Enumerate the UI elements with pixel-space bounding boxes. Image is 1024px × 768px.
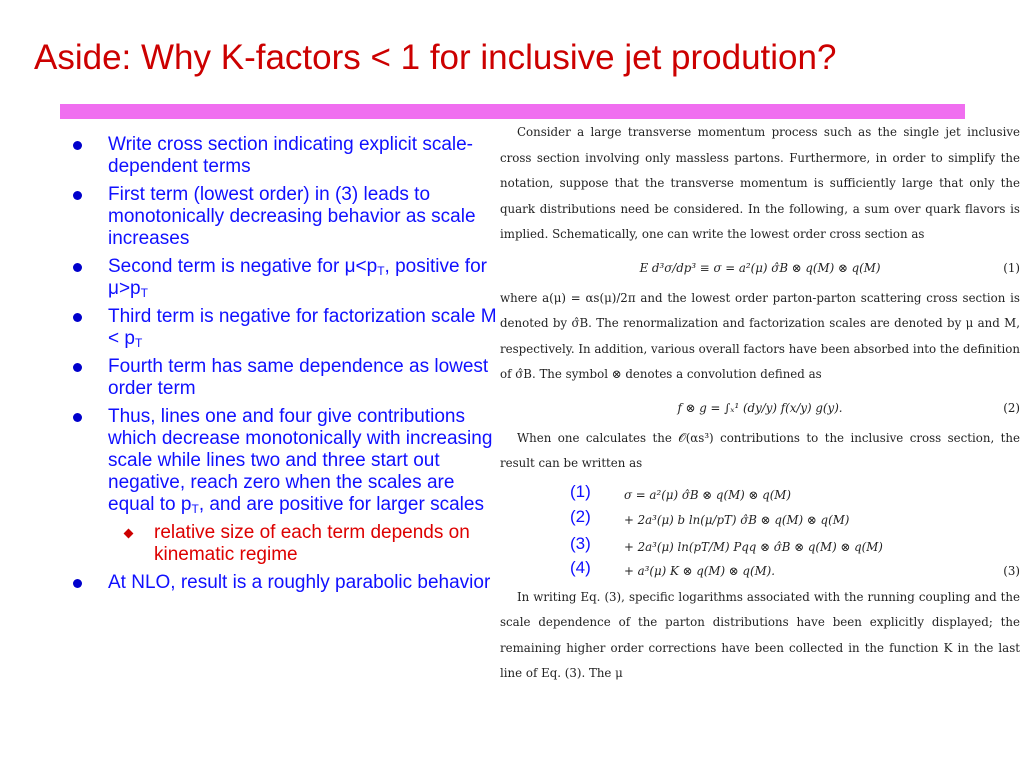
equation-2: f ⊗ g = ∫ₓ¹ (dy/y) f(x/y) g(y). (2)	[677, 400, 1020, 415]
equation-line: (4) + a³(μ) K ⊗ q(M) ⊗ q(M). (3)	[500, 559, 1020, 581]
equation-line-label: (4)	[570, 557, 591, 577]
paper-excerpt	[500, 120, 1020, 687]
equation-1: E d³σ/dp³ ≡ σ = a²(μ) σ̂B ⊗ q(M) ⊗ q(M) (1)	[639, 260, 1020, 275]
bullet-item: At NLO, result is a roughly parabolic behavior	[70, 572, 500, 594]
bullet-item: Fourth term has same dependence as lowest order term	[70, 356, 500, 400]
title-divider-bar	[60, 104, 965, 119]
equation-line: (1) σ = a²(μ) σ̂B ⊗ q(M) ⊗ q(M)	[500, 483, 1020, 505]
equation-3-block	[500, 481, 1020, 578]
bullet-dot-icon	[73, 141, 82, 150]
paper-paragraph: When one calculates the 𝒪(αs³) contributions to the inclusive cross section, the result can be written as	[500, 430, 1020, 470]
paper-paragraph: Consider a large transverse momentum process such as the single jet inclusive cross section involving only massless partons. Furthermore, in order to simplify the notation, suppose that the transverse momentum is sufficiently large that only the quark distributions need be considered. In the following, a sum over quark flavors is implied. Schematically, one can write the lowest order cross section as	[500, 125, 1020, 241]
bullet-item: Thus, lines one and four give contributions which decrease monotonically with increasing scale while lines two and three start out negative, reach zero when the scales are equal to $p_T$, and are positive for larger scales relative size of each term depends on kinematic regime	[70, 406, 500, 566]
equation-line: (3) + 2a³(μ) ln(pT/M) Pqq ⊗ σ̂B ⊗ q(M) ⊗ q(M)	[500, 535, 1020, 557]
equation-line-label: (2)	[570, 506, 591, 526]
paper-paragraph: where a(μ) = αs(μ)/2π and the lowest order parton-parton scattering cross section is denoted by σ̂B. The renormalization and factorization scales are denoted by μ and M, respectively. In addition, various overall factors have been absorbed into the definition of σ̂B. The symbol ⊗ denotes a convolution defined as	[500, 290, 1020, 381]
bullet-item: Write cross section indicating explicit scale-dependent terms	[70, 134, 500, 178]
bullet-dot-icon	[73, 363, 82, 372]
equation-line-label: (1)	[570, 481, 591, 501]
bullet-dot-icon	[73, 413, 82, 422]
paper-paragraph: In writing Eq. (3), specific logarithms associated with the running coupling and the scale dependence of the parton distributions have been explicitly displayed; the remaining higher order corrections have been collected in the function K in the last line of Eq. (3). The μ	[500, 589, 1020, 680]
bullet-item: Second term is negative for $\mu<p_T$, positive for $\mu>p_T$	[70, 256, 500, 300]
sub-bullet-list	[108, 522, 500, 566]
bullet-list	[70, 134, 500, 600]
diamond-bullet-icon	[124, 529, 134, 539]
equation-line: (2) + 2a³(μ) b ln(μ/pT) σ̂B ⊗ q(M) ⊗ q(M)	[500, 508, 1020, 530]
bullet-item: Third term is negative for factorization scale $M < p_T$	[70, 306, 500, 350]
bullet-dot-icon	[73, 191, 82, 200]
bullet-item: First term (lowest order) in (3) leads to monotonically decreasing behavior as scale increases	[70, 184, 500, 250]
bullet-dot-icon	[73, 313, 82, 322]
equation-line-label: (3)	[570, 533, 591, 553]
bullet-dot-icon	[73, 263, 82, 272]
bullet-dot-icon	[73, 579, 82, 588]
slide-title: Aside: Why K-factors < 1 for inclusive jet prodution?	[34, 38, 837, 77]
sub-bullet-item: relative size of each term depends on kinematic regime	[108, 522, 500, 566]
